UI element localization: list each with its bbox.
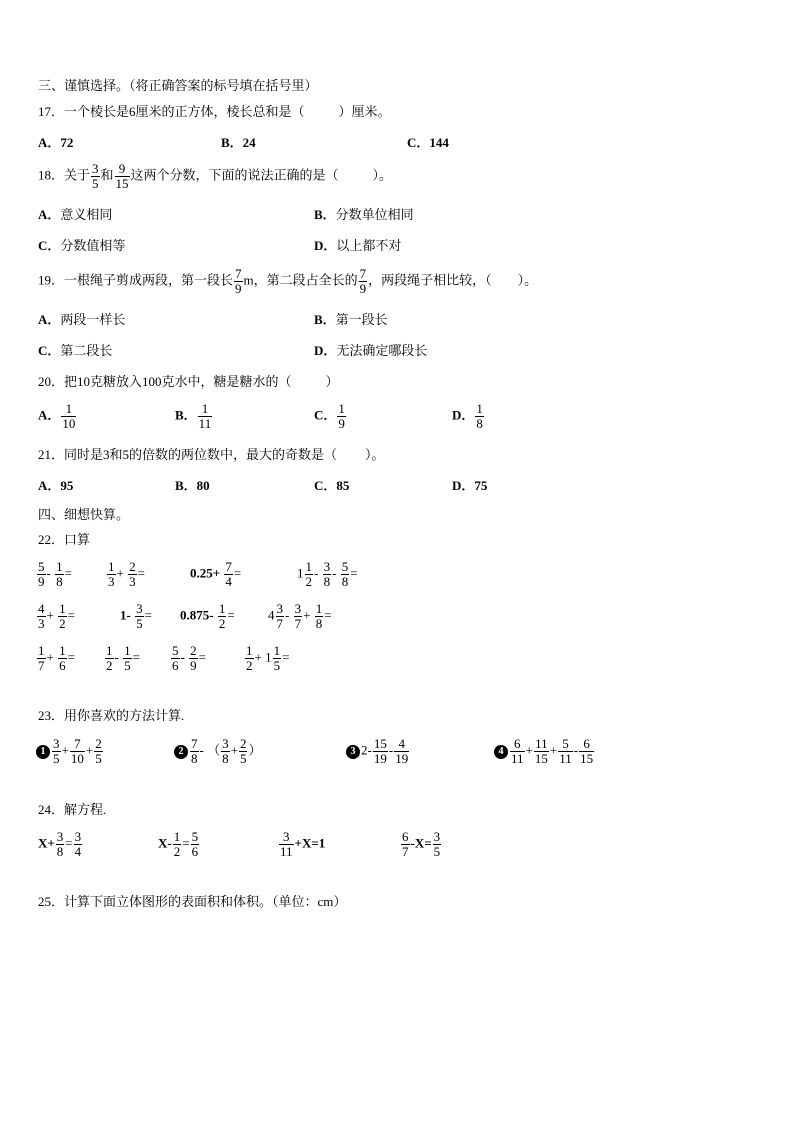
circled-number: 1 bbox=[36, 745, 50, 759]
oral-calc-11: $\frac{5}{6}$ - $\frac{2}{9}$ = bbox=[172, 643, 206, 673]
circled-number: 3 bbox=[346, 745, 360, 759]
q21-option-a[interactable]: A．95 bbox=[38, 478, 74, 493]
q19-option-a[interactable]: A．两段一样长 bbox=[38, 312, 126, 327]
q18-option-c[interactable]: C．分数值相等 bbox=[38, 238, 126, 253]
oral-calc-10: $\frac{1}{2}$ - $\frac{1}{5}$ = bbox=[106, 643, 140, 673]
circled-number: 4 bbox=[494, 745, 508, 759]
calc-item-4: 4 $\frac{6}{11}$ + $\frac{11}{15}$ + $\frac{5}{11}$ - $\frac{6}{15}$ bbox=[494, 737, 595, 766]
question-18: 18．关于 $\frac{3}{5}$ 和 $\frac{9}{15}$ 这两个分数，下面的说法正确的是（ ）。 bbox=[38, 161, 393, 191]
q17-option-c[interactable]: C．144 bbox=[407, 135, 449, 150]
fraction: $\frac{7}{9}$ bbox=[235, 266, 242, 296]
q18-option-b[interactable]: B．分数单位相同 bbox=[314, 207, 414, 222]
fraction: $\frac{1}{8}$ bbox=[476, 401, 483, 431]
question-20: 20．把10克糖放入100克水中，糖是糖水的（ ） bbox=[38, 374, 339, 389]
q20-option-c[interactable]: C． $\frac{1}{9}$ bbox=[314, 401, 345, 431]
q21-option-c[interactable]: C．85 bbox=[314, 478, 350, 493]
q19-option-b[interactable]: B．第一段长 bbox=[314, 312, 388, 327]
question-21: 21．同时是3和5的倍数的两位数中，最大的奇数是（ ）。 bbox=[38, 447, 385, 462]
calc-item-1: 1 $\frac{3}{5}$ + $\frac{7}{10}$ + $\frac{2}{5}$ bbox=[36, 737, 104, 766]
calc-item-3: 3 2- $\frac{15}{19}$ - $\frac{4}{19}$ bbox=[346, 737, 410, 766]
oral-calc-9: $\frac{1}{7}$ + $\frac{1}{6}$ = bbox=[38, 643, 75, 673]
oral-calc-6: 1- $\frac{3}{5}$ = bbox=[120, 601, 152, 631]
question-22-title: 22．口算 bbox=[38, 532, 91, 547]
equation-1: X+ $\frac{3}{8}$ = $\frac{3}{4}$ bbox=[38, 829, 82, 859]
oral-calc-3: 0.25+ $\frac{7}{4}$ = bbox=[190, 559, 242, 589]
equation-4: $\frac{6}{7}$ -X= $\frac{3}{5}$ bbox=[402, 829, 441, 859]
oral-calc-4: 1 $\frac{1}{2}$ - $\frac{3}{8}$ - $\frac{5}{8}$ = bbox=[297, 559, 358, 589]
fraction: $\frac{1}{11}$ bbox=[198, 401, 212, 431]
q20-option-b[interactable]: B． $\frac{1}{11}$ bbox=[175, 401, 212, 431]
fraction: $\frac{7}{9}$ bbox=[359, 266, 367, 296]
q17-option-b[interactable]: B．24 bbox=[221, 135, 256, 150]
fraction: $\frac{9}{15}$ bbox=[115, 161, 129, 191]
question-24-title: 24．解方程. bbox=[38, 802, 107, 817]
fraction: $\frac{1}{10}$ bbox=[62, 401, 76, 431]
oral-calc-8: 4 $\frac{3}{7}$ - $\frac{3}{7}$ + $\frac{1}{8}$ = bbox=[268, 601, 332, 631]
q21-option-b[interactable]: B．80 bbox=[175, 478, 210, 493]
q21-option-d[interactable]: D．75 bbox=[452, 478, 488, 493]
question-19: 19．一根绳子剪成两段，第一段长 $\frac{7}{9}$ m，第二段占全长的 $\frac{7}{9}$ ，两段绳子相比较，（ ）。 bbox=[38, 266, 538, 296]
circled-number: 2 bbox=[174, 745, 188, 759]
oral-calc-12: $\frac{1}{2}$ + 1 $\frac{1}{5}$ = bbox=[246, 643, 290, 673]
oral-calc-2: $\frac{1}{3}$ + $\frac{2}{3}$ = bbox=[108, 559, 145, 589]
equation-2: X- $\frac{1}{2}$ = $\frac{5}{6}$ bbox=[158, 829, 199, 859]
q20-option-d[interactable]: D． $\frac{1}{8}$ bbox=[452, 401, 483, 431]
q17-option-a[interactable]: A．72 bbox=[38, 135, 74, 150]
question-17: 17．一个棱长是6厘米的正方体，棱长总和是（ ）厘米。 bbox=[38, 104, 391, 119]
q19-option-d[interactable]: D．无法确定哪段长 bbox=[314, 343, 428, 358]
section-4-title: 四、细想快算。 bbox=[38, 507, 130, 522]
q18-option-d[interactable]: D．以上都不对 bbox=[314, 238, 402, 253]
question-23-title: 23．用你喜欢的方法计算. bbox=[38, 708, 185, 723]
oral-calc-7: 0.875- $\frac{1}{2}$ = bbox=[180, 601, 235, 631]
q18-option-a[interactable]: A．意义相同 bbox=[38, 207, 113, 222]
fraction: $\frac{1}{9}$ bbox=[338, 401, 345, 431]
q19-option-c[interactable]: C．第二段长 bbox=[38, 343, 113, 358]
question-25-title: 25．计算下面立体图形的表面积和体积。（单位：cm） bbox=[38, 894, 347, 909]
q20-option-a[interactable]: A． $\frac{1}{10}$ bbox=[38, 401, 76, 431]
oral-calc-1: $\frac{5}{9}$ - $\frac{1}{8}$ = bbox=[38, 559, 72, 589]
oral-calc-5: $\frac{4}{3}$ + $\frac{1}{2}$ = bbox=[38, 601, 75, 631]
equation-3: $\frac{3}{11}$ +X=1 bbox=[280, 829, 326, 859]
section-3-title: 三、谨慎选择。（将正确答案的标号填在括号里） bbox=[38, 78, 318, 93]
calc-item-2: 2 $\frac{7}{8}$ - （ $\frac{3}{8}$ + $\frac{2}{5}$ ） bbox=[174, 737, 261, 766]
fraction: $\frac{3}{5}$ bbox=[92, 161, 99, 191]
